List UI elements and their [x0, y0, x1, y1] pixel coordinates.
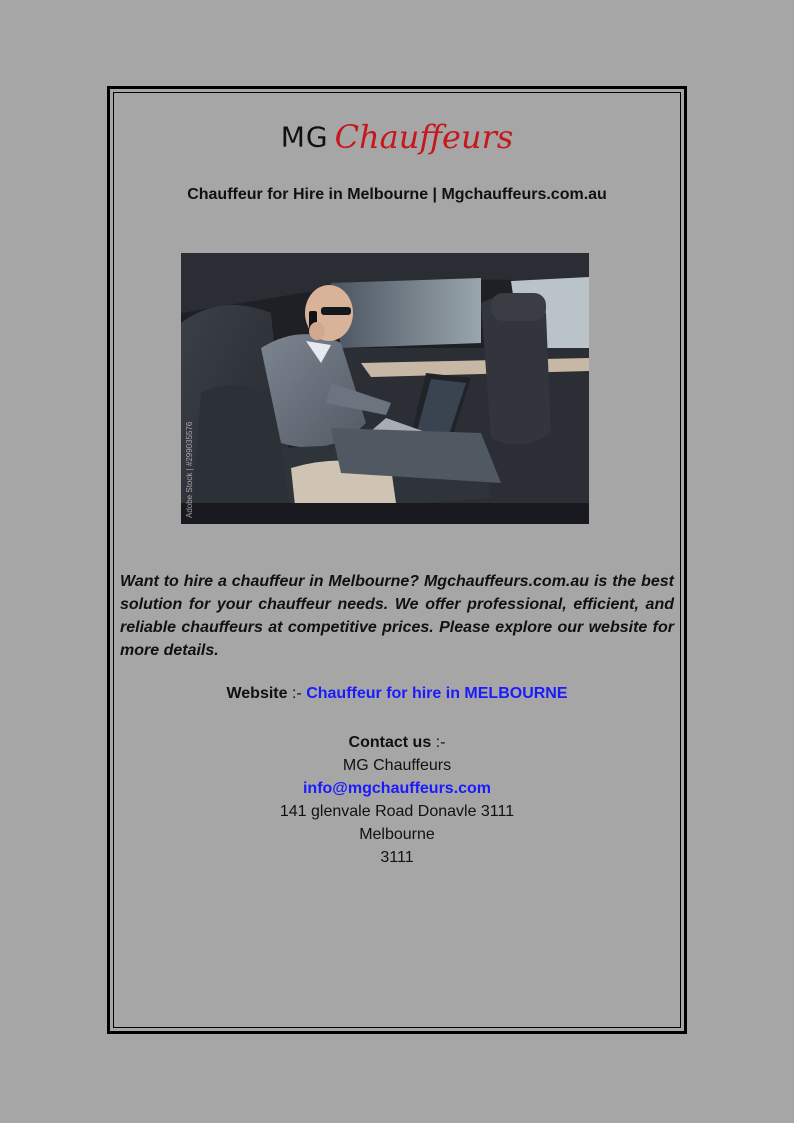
hero-photo	[181, 253, 589, 524]
contact-block	[0, 731, 794, 869]
logo-prefix: MG	[280, 120, 329, 154]
contact-postcode: 3111	[380, 849, 414, 866]
contact-city: Melbourne	[359, 826, 435, 843]
photo-watermark: Adobe Stock | #299035576	[185, 421, 194, 518]
website-link[interactable]: Chauffeur for hire in MELBOURNE	[306, 685, 568, 702]
contact-separator: :-	[431, 734, 446, 751]
description-paragraph: Want to hire a chauffeur in Melbourne? Mgchauffeurs.com.au is the best solution for your chauffeur needs. We offer professional, efficient, and reliable chauffeurs at competitive prices. Please explore our website for more details.	[120, 573, 674, 659]
website-label: Website	[226, 685, 288, 702]
brand-logo	[0, 118, 794, 156]
contact-company: MG Chauffeurs	[342, 757, 452, 774]
website-separator: :-	[287, 685, 307, 702]
page-title: Chauffeur for Hire in Melbourne | Mgchauffeurs.com.au	[187, 186, 607, 203]
website-line	[0, 685, 794, 703]
contact-email-link[interactable]: info@mgchauffeurs.com	[302, 780, 492, 797]
chauffeur-car-photo	[181, 253, 589, 524]
logo-script-text: Chauffeurs	[334, 118, 514, 156]
contact-address: 141 glenvale Road Donavle 3111	[279, 803, 515, 820]
page-border-inner	[113, 92, 681, 1028]
contact-heading	[0, 731, 794, 754]
contact-label: Contact us	[348, 734, 432, 751]
